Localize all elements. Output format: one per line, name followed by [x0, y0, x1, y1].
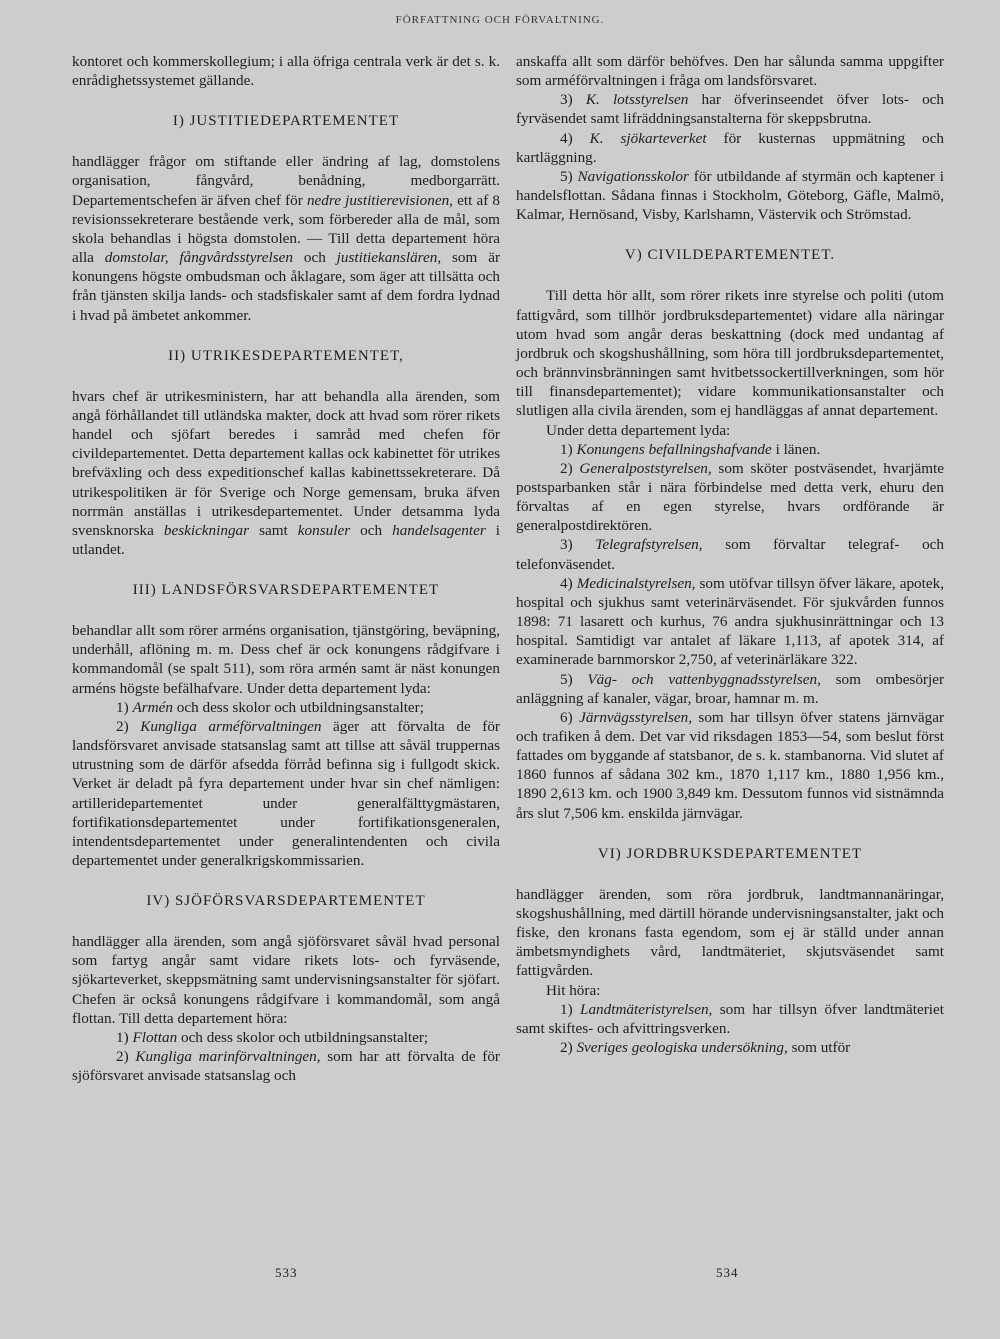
paragraph: handlägger ärenden, som röra jordbruk, landtmannanäringar, skogshushållning, med därtill hörande undervisningsanstalter, jakt och fiske, den kronans fasta egendom, som ej är ställd under annan ämbetsmyndighets vård, landtmäteriet, skjutsväsendet samt fattigvården. [516, 885, 944, 980]
paragraph: Under detta departement lyda: [546, 421, 731, 439]
section-heading: V) CIVILDEPARTEMENTET. [624, 247, 836, 264]
list-item: 1) Landtmäteristyrelsen, som har tillsyn öfver landtmäteriet samt skiftes- och afvittringsverken. [516, 1000, 944, 1037]
paragraph: handlägger frågor om stiftande eller ändring af lag, domstolens organisation, fångvård, benådning, medborgarrätt. Departementschefen är äfven chef för nedre justitierevisionen, ett af 8 revisionssekreterare bestående verk, som förbereder alla de mål, som skola behandlas i högsta domstolen. — Till detta departement höra alla domstolar, fångvårdsstyrelsen och justitiekanslären, som är konungens högste ombudsman och åklagare, som äger att tillsätta och från tjänsten skilja lands- och stadsfiskaler samt af dem fordra lydnad i hvad på ämbetet ankommer. [72, 153, 501, 324]
section-heading: VI) JORDBRUKSDEPARTEMENTET [597, 845, 863, 862]
paragraph: anskaffa allt som därför behöfves. Den har sålunda samma uppgifter som arméförvaltningen i fråga om landsförsvaret. [516, 53, 944, 90]
list-item: 6) Järnvägsstyrelsen, som har tillsyn öfver statens järnvägar och trafiken å dem. Det var vid riksdagen 1853—54, som beslut först fattades om byggande af statsbanor, de s. k. stambanorna. Vid slutet af 1860 funnos af sådana 302 km., 1870 1,117 km., 1880 1,956 km., 1890 2,613 km. och 1900 3,849 km. Dessutom funnos vid sistnämnda års slut 7,506 km. enskilda järnvägar. [516, 708, 945, 822]
page-number-right: 534 [716, 1265, 739, 1280]
paragraph: Till detta hör allt, som rörer rikets inre styrelse och politi (utom fattigvård, som tillhör jordbruksdepartementet) vidare alla näringar utom hvad som angår deras beskattning (dock med undantag af jordbruk och skogshushållning, som höra till jordbruksdepartementet, och brännvinsbränningen samt hvitbetssockertillverkningen, som hör till finansdepartementet); vidare kommunikationsanstalter och slutligen alla civila ärenden, som ej handläggas af annat departement. [516, 287, 944, 420]
right-column [516, 52, 944, 1057]
list-item: 5) Väg- och vattenbyggnadsstyrelsen, som ombesörjer anläggning af kanaler, vägar, broar, hamnar m. m. [516, 670, 945, 707]
section-heading: II) UTRIKESDEPARTEMENTET, [168, 347, 404, 364]
paragraph: kontoret och kommerskollegium; i alla öfriga centrala verk är det s. k. enrådighetssystemet gällande. [72, 53, 500, 90]
list-item: 2) Generalpoststyrelsen, som sköter postväsendet, hvarjämte postsparbanken står i nära förbindelse med detta verk, ehuru den förvaltas af en egen styrelse, hvars ordförande är generalpostdirektören. [516, 459, 945, 535]
list-item: 4) Medicinalstyrelsen, som utöfvar tillsyn öfver läkare, apotek, hospital och sjukhus samt veterinärväsendet. För sjukvården funnos 1898: 71 lasarett och kurhus, 76 andra sjukhusinrättningar och 13 hospital. Samtidigt var antalet af läkare 1,113, af apotek 314, af examinerade barnmorskor 2,750, af veterinärläkare 322. [516, 574, 944, 669]
list-item: 1) Armén och dess skolor och utbildningsanstalter; [116, 698, 424, 716]
list-item: 1) Flottan och dess skolor och utbildningsanstalter; [116, 1028, 429, 1046]
paragraph: behandlar allt som rörer arméns organisation, tjänstgöring, beväpning, underhåll, aflöning m. m. Dess chef är ock konungens rådgifvare i kommandomål (se spalt 511), som röra armén samt är näst konungen arméns högste befälhafvare. Under detta departement lyda: [72, 622, 500, 697]
list-item: 2) Kungliga marinförvaltningen, som har att förvalta de för sjöförsvaret anvisade statsanslag och [72, 1048, 500, 1085]
section-heading: IV) SJÖFÖRSVARSDEPARTEMENTET [146, 893, 426, 910]
list-item: 1) Konungens befallningshafvande i länen. [560, 440, 821, 458]
list-item: 3) K. lotsstyrelsen har öfverinseendet öfver lots- och fyrväsendet samt lifräddningsanstalterna för skeppsbrutna. [516, 91, 945, 128]
section-heading: I) JUSTITIEDEPARTEMENTET [172, 113, 400, 130]
list-item: 2) Sveriges geologiska undersökning, som utför [560, 1039, 851, 1057]
page-number-left: 533 [275, 1265, 298, 1280]
list-item: 2) Kungliga arméförvaltningen äger att förvalta de för landsförsvaret anvisade statsanslag samt att tillse att såväl truppernas utrustning som de därför afsedda förråd befinna sig i fullgodt skick. Verket är deladt på fyra departement under hvar sin chef nämligen: artilleridepartementet under generalfälttygmästaren, fortifikationsdepartementet under fortifikationsgeneralen, intendentsdepartementet under generalintendenten och civila departementet under generalkrigskommissarien. [72, 717, 500, 869]
list-item: 4) K. sjökarteverket för kusternas uppmätning och kartläggning. [516, 129, 944, 166]
list-item: 5) Navigationsskolor för utbildande af styrmän och kaptener i handelsflottan. Sådana finnas i Stockholm, Göteborg, Gäfle, Malmö, Kalmar, Hernösand, Visby, Karlshamn, Västervik och Strömstad. [516, 167, 944, 224]
section-heading: III) LANDSFÖRSVARSDEPARTEMENTET [132, 582, 440, 599]
running-head: FÖRFATTNING OCH FÖRVALTNING. [395, 14, 605, 26]
paragraph: hvars chef är utrikesministern, har att behandla alla ärenden, som angå förhållandet till utländska makter, dock att hvad som rörer rikets handel och sjöfart beredes i samråd med chefen för civildepartementet. Detta departement kallas ock kabinettet för utrikes brefväxling och dess expeditionschef kallas kabinettssekreterare. Då utrikespolitiken är för Sverige och Norge gemensam, bruka äfven norrmän anställas i utrikesdepartementet. Under detsamma lyda svensknorska beskickningar samt konsuler och handelsagenter i utlandet. [72, 387, 500, 558]
list-item: 3) Telegrafstyrelsen, som förvaltar telegraf- och telefonväsendet. [516, 536, 944, 573]
paragraph: Hit höra: [546, 981, 601, 999]
paragraph: handlägger alla ärenden, som angå sjöförsvaret såväl hvad personal som fartyg angår samt vidare rikets lots- och fyrväsende, sjökarteverket, skeppsmätning samt undervisningsanstalter för sjöfart. Chefen är också konungens rådgifvare i kommandomål, som angå flottan. Till detta departement höra: [72, 933, 500, 1027]
left-column [72, 52, 500, 1085]
